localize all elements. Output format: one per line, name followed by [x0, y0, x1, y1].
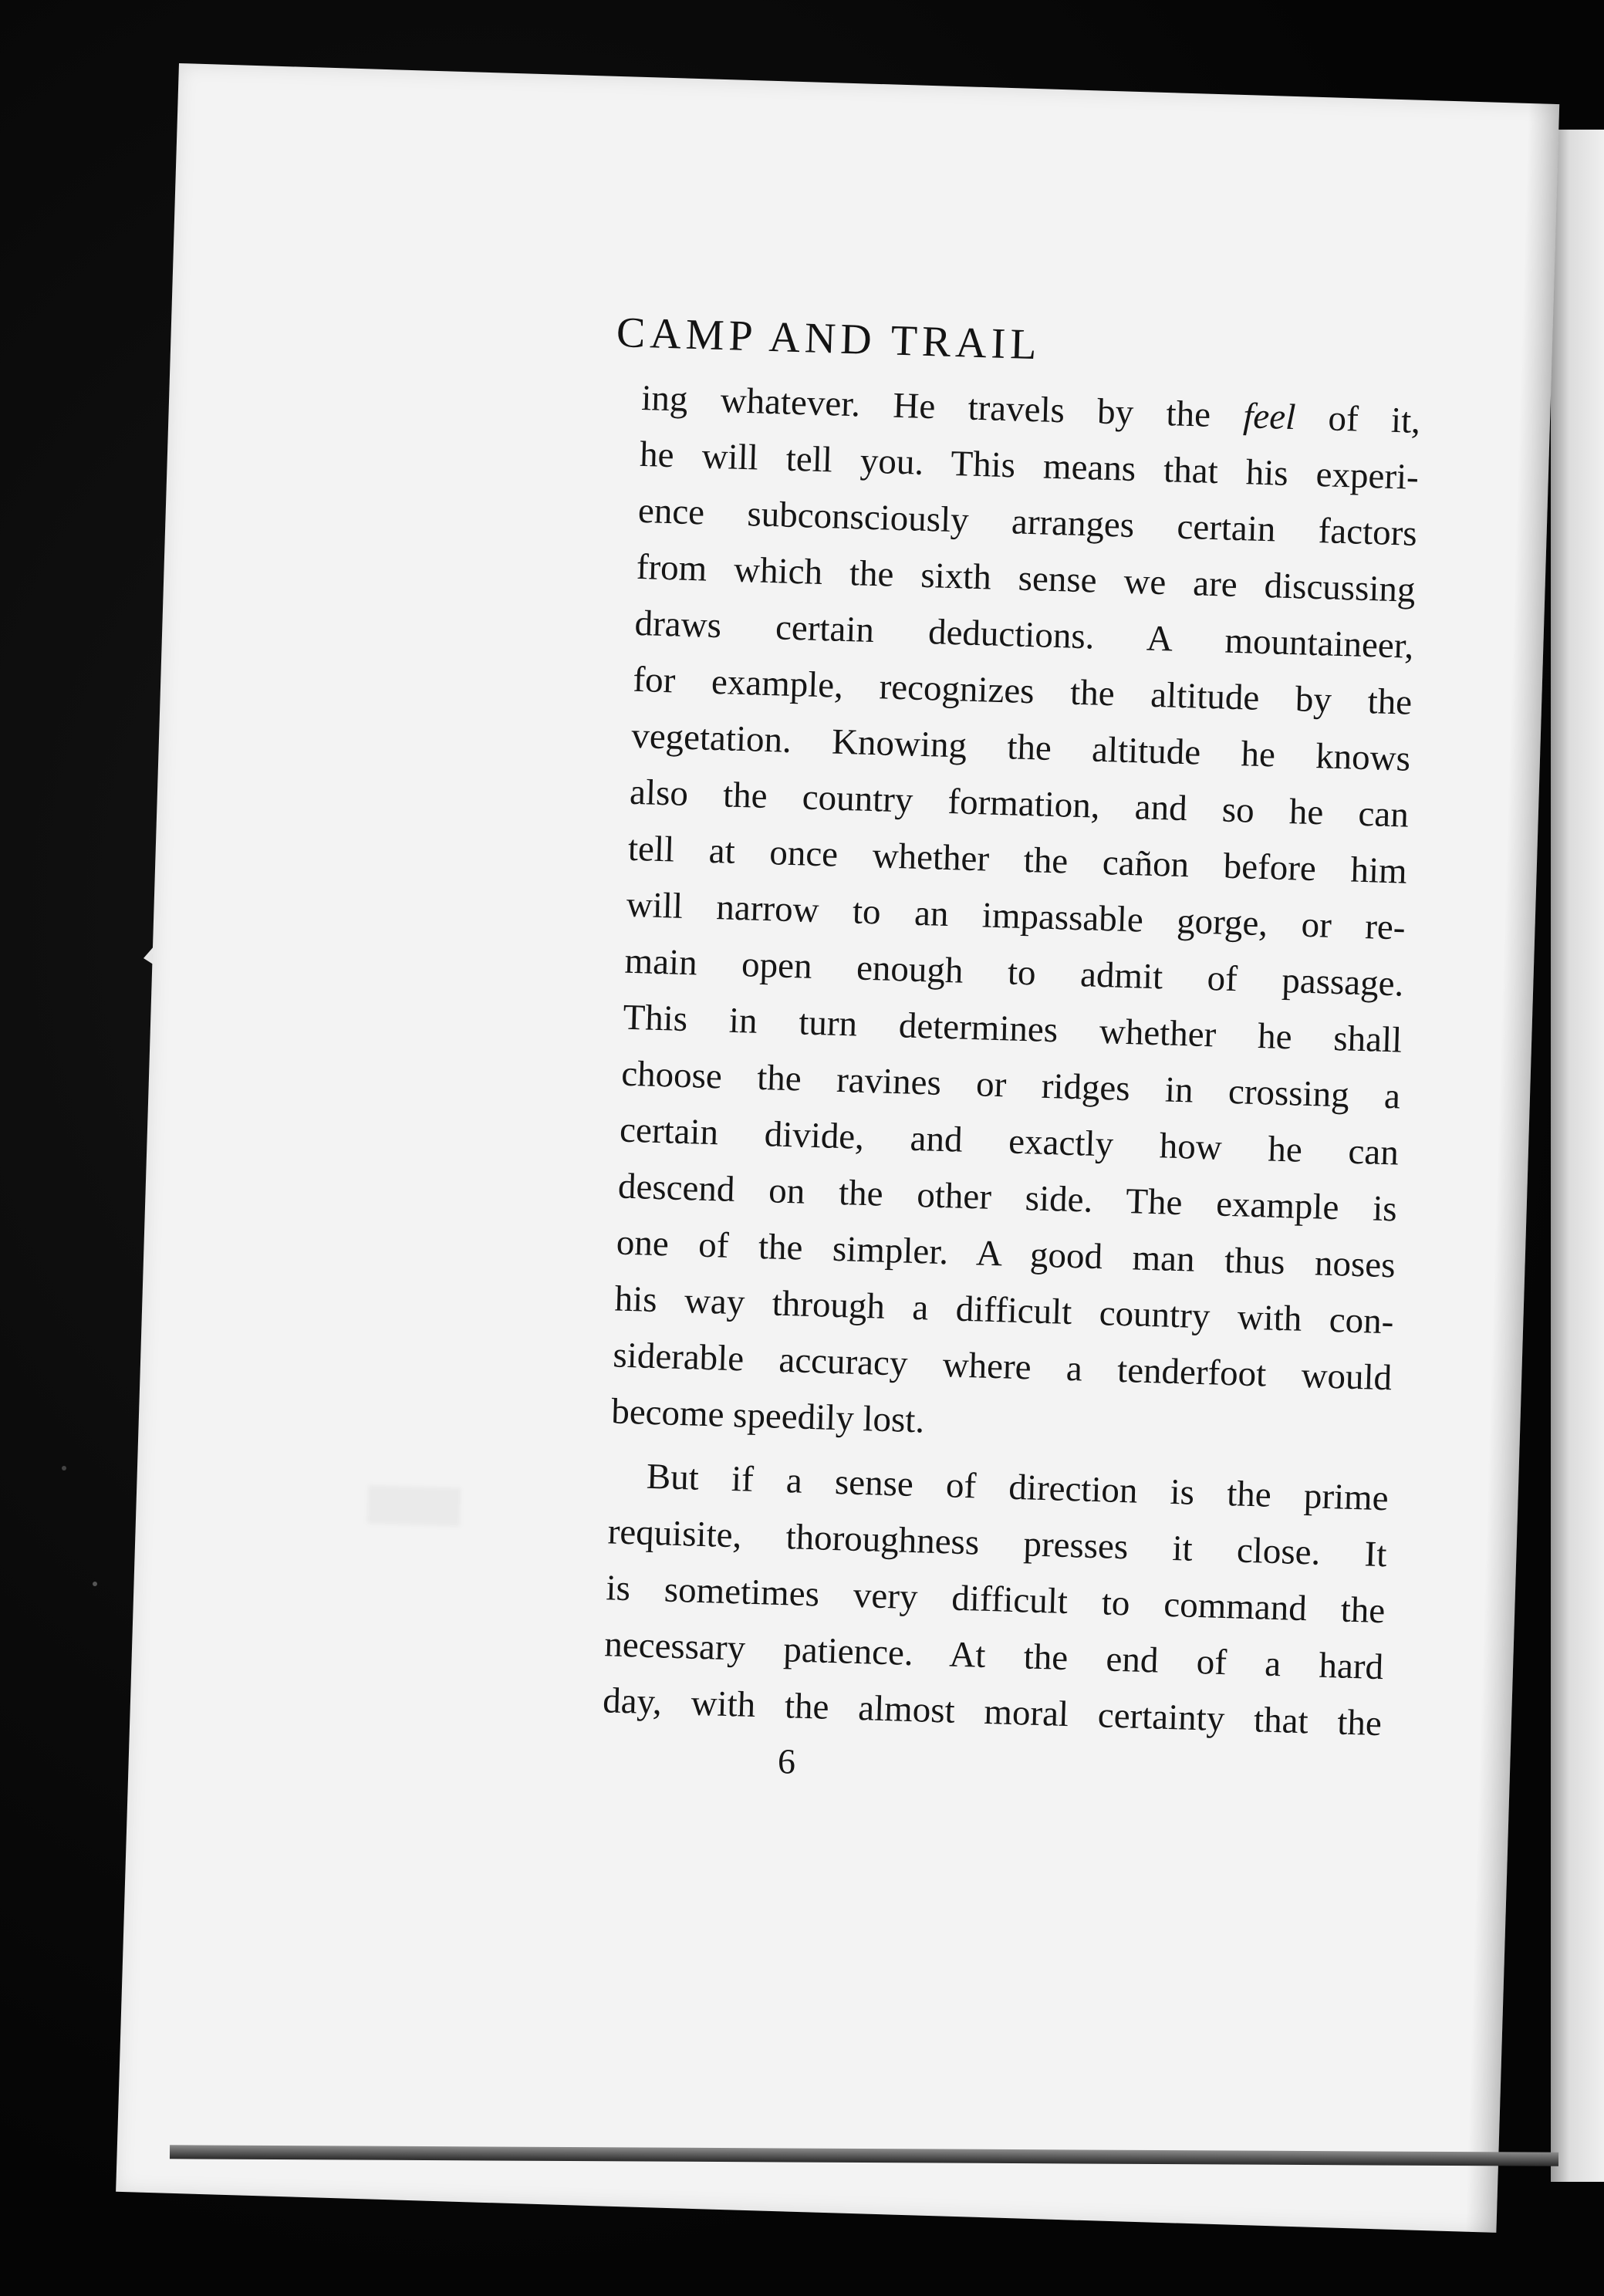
text-line: This in turn determines whether he shall	[622, 997, 1403, 1061]
emphasized-word: feel	[1242, 396, 1296, 438]
facing-page-edge	[1551, 130, 1604, 2182]
text-line: become speedily lost.	[610, 1391, 925, 1441]
book-page	[116, 63, 1559, 2233]
dust-speck	[93, 1582, 97, 1586]
text-line: he will tell you. This means that his experi-	[639, 434, 1420, 498]
text-line: tell at once whether the cañon before him	[627, 828, 1408, 892]
text-line: draws certain deductions. A mountaineer,	[633, 603, 1415, 667]
text-line: also the country formation, and so he can	[629, 772, 1410, 836]
text-line: his way through a difficult country with con-	[613, 1278, 1395, 1342]
body-text	[602, 370, 1421, 1752]
text-line: for example, recognizes the altitude by the	[632, 659, 1413, 723]
text-line: ence subconsciously arranges certain factors	[637, 490, 1418, 554]
text-line: certain divide, and exactly how he can	[619, 1109, 1400, 1173]
text-line: But if a sense of direction is the prime	[646, 1456, 1390, 1519]
text-line: ing whatever. He travels by the feel of it,	[640, 377, 1421, 441]
text-line: siderable accuracy where a tenderfoot would	[612, 1335, 1393, 1399]
text-line: requisite, thoroughness presses it close. It	[607, 1511, 1388, 1575]
text-line: will narrow to an impassable gorge, or re-	[626, 884, 1406, 948]
text-line: main open enough to admit of passage.	[623, 940, 1405, 1004]
page-number: 6	[777, 1741, 796, 1781]
running-head: CAMP AND TRAIL	[616, 308, 1042, 370]
text-line: necessary patience. At the end of a hard	[603, 1624, 1384, 1688]
text-line: one of the simpler. A good man thus noses	[616, 1222, 1396, 1286]
paragraph	[602, 1447, 1389, 1752]
text-line: day, with the almost moral certainty that the	[602, 1680, 1383, 1744]
text-line: is sometimes very difficult to command the	[605, 1568, 1386, 1632]
text-line: choose the ravines or ridges in crossing a	[620, 1053, 1401, 1117]
text-line: descend on the other side. The example is	[617, 1166, 1398, 1230]
dust-speck	[62, 1466, 66, 1470]
paragraph	[610, 370, 1421, 1463]
text-line: vegetation. Knowing the altitude he knows	[630, 715, 1411, 779]
text-line: from which the sixth sense we are discussing	[636, 546, 1417, 610]
library-stamp-ghost	[367, 1485, 461, 1527]
